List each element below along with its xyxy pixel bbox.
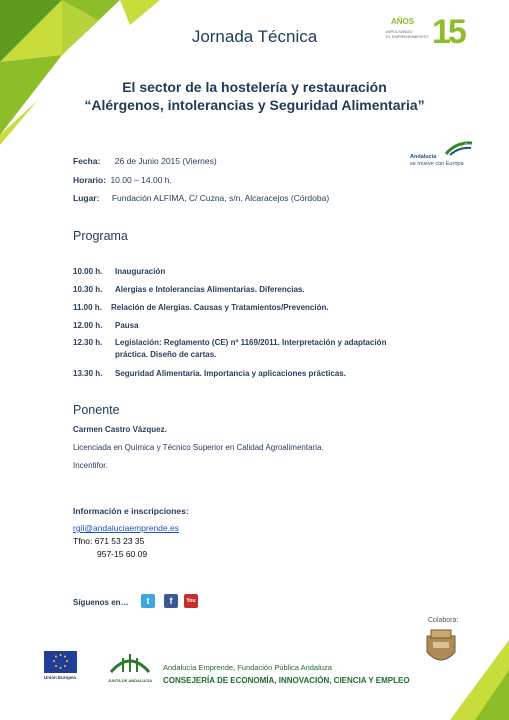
ponente-org: Incentifor. — [73, 461, 108, 470]
programa-title: Programa — [73, 229, 128, 243]
info-fecha — [73, 156, 217, 166]
corner-decoration-top-left — [0, 0, 160, 145]
ponente-name: Carmen Castro Vázquez. — [73, 425, 167, 434]
page-title: Jornada Técnica — [191, 27, 318, 46]
info-lugar — [73, 193, 329, 203]
fecha-label: Fecha: — [73, 156, 101, 166]
logo-years-number: 15 — [432, 13, 464, 51]
contacto-title: Información e inscripciones: — [73, 506, 189, 516]
tfno-2: 957-15 60 09 — [97, 549, 148, 559]
programa-item: 11.00 h. Relación de Alergias. Causas y Tratamientos/Prevención. — [73, 303, 329, 312]
twitter-icon[interactable]: t — [141, 594, 155, 608]
horario-label: Horario: — [73, 175, 107, 185]
junta-label: JUNTA DE ANDALUCIA — [107, 678, 153, 683]
programa-item: 12.00 h. Pausa — [73, 321, 139, 330]
andalucia-emprende-label: Andalucía Emprende, Fundación Pública Andaluza — [163, 663, 332, 672]
social-label: Síguenos en… — [73, 598, 129, 607]
contacto-email-row — [73, 523, 179, 533]
horario-value: 10.00 – 14.00 h. — [110, 175, 172, 185]
programa-item: 10.00 h. Inauguración — [73, 267, 166, 276]
logo-andalucia-line2: se mueve con Europa — [410, 161, 464, 167]
ponente-title: Ponente — [73, 403, 120, 417]
eu-label: Unión Europea — [44, 675, 77, 680]
programa-item: 13.30 h. Seguridad Alimentaria. Importancia y aplicaciones prácticas. — [73, 369, 346, 378]
subtitle-sector: El sector de la hostelería y restauración — [122, 79, 387, 95]
crest-icon — [423, 628, 459, 668]
ponente-role: Licenciada en Química y Técnico Superior en Calidad Agroalimentaria. — [73, 443, 324, 452]
colabora-label: Colabora: — [428, 617, 459, 624]
contacto-tfno: Tfno: 671 53 23 35 — [73, 536, 145, 546]
logo-andalucia-line1: Andalucía — [410, 154, 437, 160]
facebook-icon[interactable]: f — [164, 594, 178, 608]
andalucia-swoosh-icon — [444, 140, 474, 156]
fecha-value: 26 de Junio 2015 (Viernes) — [114, 156, 217, 166]
programa-item: 12.30 h. Legislación: Reglamento (CE) nº 1169/2011. Interpretación y adaptación práctica. Diseño de cartas. — [73, 338, 387, 359]
eu-flag-icon — [44, 651, 77, 673]
tfno-1: 671 53 23 35 — [94, 536, 145, 546]
lugar-value: Fundación ALFIMA, C/ Cuzna, s/n, Alcaracejos (Córdoba) — [111, 193, 330, 203]
info-horario — [73, 175, 172, 185]
logo-years-subtitle: IMPULSANDO EL EMPRENDIMIENTO — [386, 29, 429, 39]
consejeria-label: CONSEJERÍA DE ECONOMÍA, INNOVACIÓN, CIENCIA Y EMPLEO — [163, 676, 410, 685]
logo-andalucia-europa — [408, 140, 476, 172]
email-link[interactable]: rgil@andaluciaemprende.es — [73, 523, 179, 533]
lugar-label: Lugar: — [73, 193, 100, 203]
logo-years-label: AÑOS — [391, 17, 415, 26]
youtube-icon[interactable]: You Tube — [184, 594, 198, 608]
subtitle-topic: “Alérgenos, intolerancias y Seguridad Alimentaria” — [84, 97, 425, 113]
programa-item: 10.30 h. Alergias e Intolerancias Alimentarias. Diferencias. — [73, 285, 305, 294]
